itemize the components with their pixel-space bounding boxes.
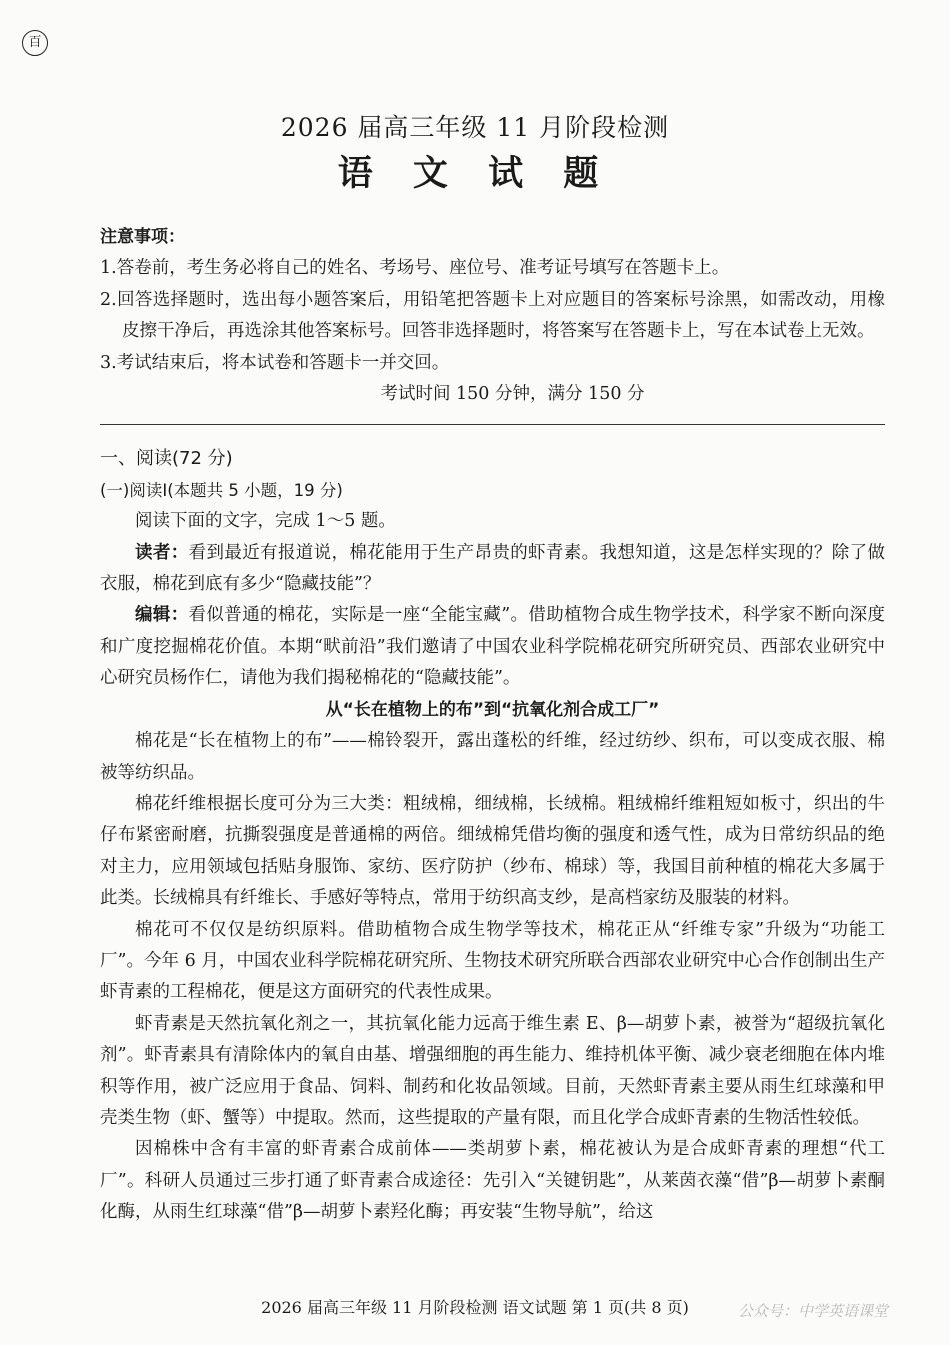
- exam-time: 考试时间 150 分钟，满分 150 分: [380, 384, 645, 405]
- article-paragraph: 虾青素是天然抗氧化剂之一，其抗氧化能力远高于维生素 E、β—胡萝卜素，被誉为“超级抗氧化剂”。虾青素具有清除体内的氧自由基、增强细胞的再生能力、维持机体平衡、减少衰老细胞在体内堆积等作用，被广泛应用于食品、饲料、制药和化妆品领域。目前，天然虾青素主要从雨生红球藻和甲壳类生物（虾、蟹等）中提取。然而，这些提取的产量有限，而且化学合成虾青素的生物活性较低。: [100, 1013, 885, 1128]
- notice-item-1: 1.答卷前，考生务必将自己的姓名、考场号、座位号、准考证号填写在答题卡上。: [100, 258, 730, 279]
- subject-title: 语 文 试 题: [337, 154, 613, 194]
- reader-paragraph: [100, 538, 885, 601]
- reader-text: 看到最近有报道说，棉花能用于生产昂贵的虾青素。我想知道，这是怎样实现的？除了做衣服，棉花到底有多少“隐藏技能”？: [100, 542, 886, 595]
- watermark: 公众号：中学英语课堂: [737, 1302, 888, 1320]
- divider: [100, 424, 885, 425]
- page-content: [100, 222, 885, 1229]
- reader-label: 读者：: [135, 542, 189, 563]
- article-title: 从“长在植物上的布”到“抗氧化剂合成工厂”: [325, 699, 660, 720]
- corner-badge: 百: [22, 30, 48, 56]
- page-footer: 2026 届高三年级 11 月阶段检测 语文试题 第 1 页(共 8 页): [261, 1298, 689, 1317]
- sub-section-heading: (一)阅读Ⅰ(本题共 5 小题，19 分): [100, 480, 343, 500]
- editor-paragraph: [100, 600, 885, 694]
- article-paragraph: 棉花可不仅仅是纺织原料。借助植物合成生物学等技术，棉花正从“纤维专家”升级为“功能工厂”。今年 6 月，中国农业科学院棉花研究所、生物技术研究所联合西部农业研究中心合作创制出生产虾青素的工程棉花，便是这方面研究的代表性成果。: [100, 919, 885, 1003]
- notice-heading: 注意事项：: [100, 227, 185, 247]
- exam-title: 2026 届高三年级 11 月阶段检测: [280, 113, 670, 142]
- article-paragraph: 棉花是“长在植物上的布”——棉铃裂开，露出蓬松的纤维，经过纺纱、织布，可以变成衣服、棉被等纺织品。: [100, 731, 885, 783]
- notice-item-2: 2.回答选择题时，选出每小题答案后，用铅笔把答题卡上对应题目的答案标号涂黑，如需改动，用橡皮擦干净后，再选涂其他答案标号。回答非选择题时，将答案写在答题卡上，写在本试卷上无效。: [100, 289, 885, 342]
- instruction: 阅读下面的文字，完成 1～5 题。: [135, 511, 396, 532]
- article-paragraph: 棉花纤维根据长度可分为三大类：粗绒棉，细绒棉，长绒棉。粗绒棉纤维粗短如板寸，织出的牛仔布紧密耐磨，抗撕裂强度是普通棉的两倍。细绒棉凭借均衡的强度和透气性，成为日常纺织品的绝对主力，应用领域包括贴身服饰、家纺、医疗防护（纱布、棉球）等，我国目前种植的棉花大多属于此类。长绒棉具有纤维长、手感好等特点，常用于纺织高支纱，是高档家纺及服装的材料。: [100, 793, 885, 909]
- editor-label: 编辑：: [135, 605, 189, 626]
- editor-text: 看似普通的棉花，实际是一座“全能宝藏”。借助植物合成生物学技术，科学家不断向深度和广度挖掘棉花价值。本期“畎前沿”我们邀请了中国农业科学院棉花研究所研究员、西部农业研究中心研究员杨作仁，请他为我们揭秘棉花的“隐藏技能”。: [100, 605, 886, 689]
- notice-item-3: 3.考试结束后，将本试卷和答题卡一并交回。: [100, 352, 450, 373]
- section-heading: 一、阅读(72 分): [100, 448, 233, 470]
- article-paragraph: 因棉株中含有丰富的虾青素合成前体——类胡萝卜素，棉花被认为是合成虾青素的理想“代工厂”。科研人员通过三步打通了虾青素合成途径：先引入“关键钥匙”，从莱茵衣藻“借”β—胡萝卜素酮化酶，从雨生红球藻“借”β—胡萝卜素羟化酶；再安装“生物导航”，给这: [100, 1139, 885, 1223]
